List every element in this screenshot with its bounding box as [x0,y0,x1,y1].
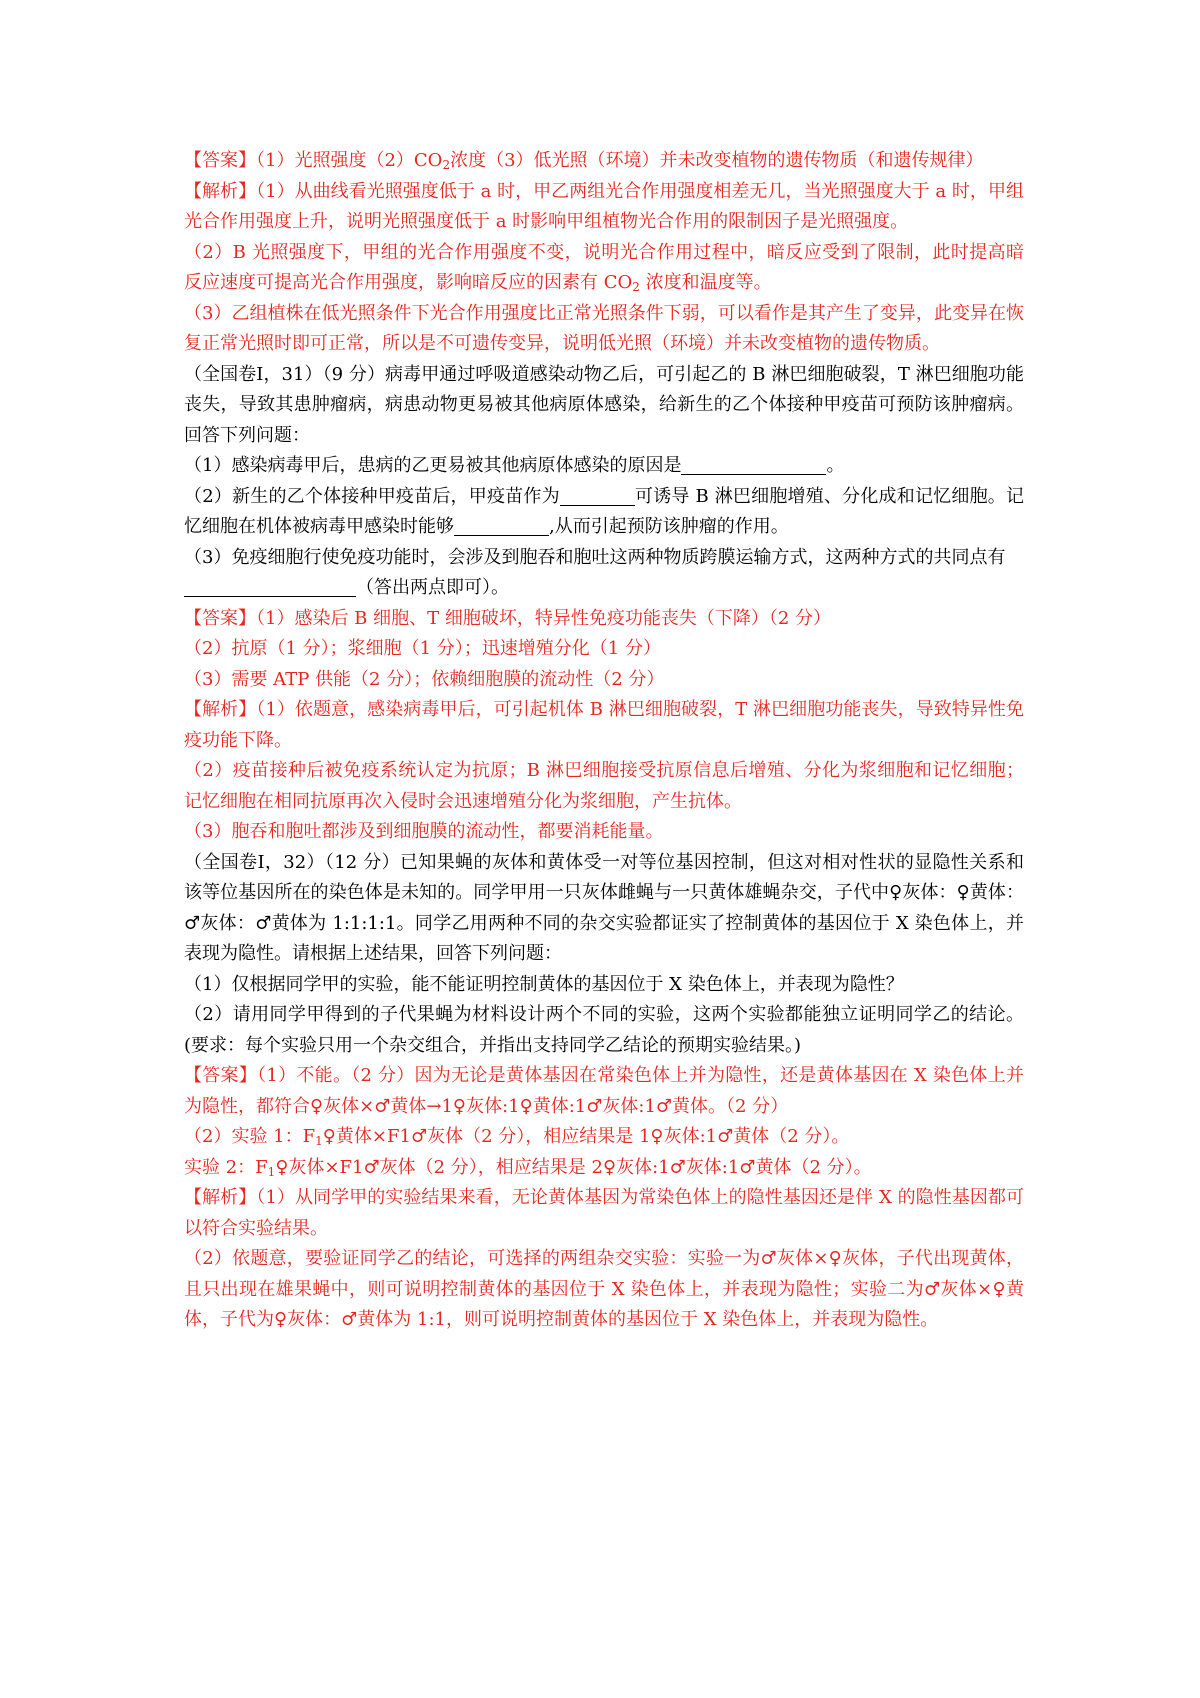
document-page [184,146,1024,1336]
subscript: 2 [442,158,451,172]
text-run: 【答案】（1）感染后 B 细胞、T 细胞破坏，特异性免疫功能丧失（下降）（2 分） [184,607,832,629]
text-run: （2）新生的乙个体接种甲疫苗后，甲疫苗作为 [184,485,560,507]
text-run: 。 [826,455,845,476]
answer-paragraph [184,238,1024,299]
text-run: 可诱导 B 淋巴细胞增殖、分化成和记忆细胞。记忆细胞在机体被病毒甲感染时能够 [184,485,1025,537]
subscript: 2 [632,280,640,294]
text-run: （1）仅根据同学甲的实验，能不能证明控制黄体的基因位于 X 染色体上，并表现为隐性？ [184,973,904,995]
answer-blank [184,578,356,597]
text-run: 【解析】（1）从曲线看光照强度低于 a 时，甲乙两组光合作用强度相差无几，当光照强度大于 a 时，甲组光合作用强度上升，说明光照强度低于 a 时影响甲组植物光合作用的限制因子是光照强度。 [184,180,1024,232]
question-paragraph [184,970,1024,1001]
question-paragraph [184,482,1024,543]
answer-paragraph [184,695,1024,756]
text-run: （2）请用同学甲得到的子代果蝇为材料设计两个不同的实验，这两个实验都能独立证明同学乙的结论。(要求：每个实验只用一个杂交组合，并指出支持同学乙结论的预期实验结果。) [184,1004,1024,1056]
text-run: 【答案】（1）不能。（2 分）因为无论是黄体基因在常染色体上并为隐性，还是黄体基因在 X 染色体上并为隐性，都符合♀灰体×♂黄体→1♀灰体:1♀黄体:1♂灰体:1♂黄体。（2 分） [184,1065,1024,1117]
text-run: （2）疫苗接种后被免疫系统认定为抗原；B 淋巴细胞接受抗原信息后增殖、分化为浆细胞和记忆细胞；记忆细胞在相同抗原再次入侵时会迅速增殖分化为浆细胞，产生抗体。 [184,760,1024,812]
question-paragraph [184,360,1024,452]
answer-paragraph [184,1122,1024,1153]
text-run: （全国卷Ⅰ，32）（12 分）已知果蝇的灰体和黄体受一对等位基因控制，但这对相对性状的显隐性关系和该等位基因所在的染色体是未知的。同学甲用一只灰体雌蝇与一只黄体雄蝇杂交，子代中♀灰体：♀黄体：♂灰体：♂黄体为 1:1:1:1。同学乙用两种不同的杂交实验都证实了控制黄体的基因位于 X 染色体上，并表现为隐性。请根据上述结果，回答下列问题： [184,851,1024,964]
text-run: 【答案】（1）光照强度（2）CO [184,150,443,171]
answer-paragraph [184,817,1024,848]
answer-paragraph [184,1061,1024,1122]
question-paragraph [184,848,1024,970]
subscript: 1 [267,1164,276,1179]
text-run: 实验 2：F [184,1156,268,1178]
text-run: 【解析】（1）从同学甲的实验结果来看，无论黄体基因为常染色体上的隐性基因还是伴 X 的隐性基因都可以符合实验结果。 [184,1187,1024,1239]
answer-paragraph [184,634,1024,665]
answer-blank [560,487,635,506]
answer-paragraph [184,1244,1024,1336]
question-paragraph [184,1000,1024,1061]
answer-paragraph [184,1153,1024,1184]
answer-paragraph [184,1183,1024,1244]
text-run: （答出两点即可）。 [356,577,509,598]
text-run: （3）胞吞和胞吐都涉及到细胞膜的流动性，都要消耗能量。 [184,821,664,842]
answer-paragraph [184,177,1024,238]
subscript: 1 [315,1134,323,1148]
text-run: （3）需要 ATP 供能（2 分）；依赖细胞膜的流动性（2 分） [184,668,665,690]
answer-paragraph [184,146,1024,177]
text-run: （全国卷Ⅰ，31）（9 分）病毒甲通过呼吸道感染动物乙后，可引起乙的 B 淋巴细胞破裂，T 淋巴细胞功能丧失，导致其患肿瘤病，病患动物更易被其他病原体感染，给新生的乙个体接种甲疫苗可预防该肿瘤病。回答下列问题： [184,363,1024,446]
question-paragraph [184,451,1024,482]
text-run: （3）免疫细胞行使免疫功能时，会涉及到胞吞和胞吐这两种物质跨膜运输方式，这两种方式的共同点有 [184,546,1006,568]
text-run: （2）抗原（1 分）；浆细胞（1 分）；迅速增殖分化（1 分） [184,638,661,659]
text-run: ♀黄体×F1♂灰体（2 分），相应结果是 1♀灰体:1♂黄体（2 分）。 [322,1126,850,1147]
answer-paragraph [184,299,1024,360]
answer-blank [681,456,826,475]
question-paragraph [184,543,1024,604]
text-run: （2）实验 1：F [184,1126,316,1147]
answer-paragraph [184,665,1024,696]
answer-paragraph [184,604,1024,635]
text-run: 【解析】（1）依题意，感染病毒甲后，可引起机体 B 淋巴细胞破裂，T 淋巴细胞功能丧失，导致特异性免疫功能下降。 [184,699,1024,751]
text-run: 浓度和温度等。 [639,272,772,293]
text-run: ,从而引起预防该肿瘤的作用。 [549,516,789,537]
text-run: 浓度（3）低光照（环境）并未改变植物的遗传物质（和遗传规律） [450,150,984,171]
text-run: ♀灰体×F1♂灰体（2 分），相应结果是 2♀灰体:1♂灰体:1♂黄体（2 分）。 [275,1156,872,1178]
text-run: （2）B 光照强度下，甲组的光合作用强度不变，说明光合作用过程中，暗反应受到了限制，此时提高暗反应速度可提高光合作用强度，影响暗反应的因素有 CO [184,241,1024,293]
text-run: （2）依题意，要验证同学乙的结论，可选择的两组杂交实验：实验一为♂灰体×♀灰体，子代出现黄体，且只出现在雄果蝇中，则可说明控制黄体的基因位于 X 染色体上，并表现为隐性；实验二为♂灰体×♀黄体，子代为♀灰体：♂黄体为 1:1，则可说明控制黄体的基因位于 X 染色体上，并表现为隐性。 [184,1248,1024,1330]
answer-blank [454,517,549,536]
text-run: （3）乙组植株在低光照条件下光合作用强度比正常光照条件下弱，可以看作是其产生了变异，此变异在恢复正常光照时即可正常，所以是不可遗传变异，说明低光照（环境）并未改变植物的遗传物质。 [184,302,1024,354]
answer-paragraph [184,756,1024,817]
text-run: （1）感染病毒甲后，患病的乙更易被其他病原体感染的原因是 [184,455,682,476]
